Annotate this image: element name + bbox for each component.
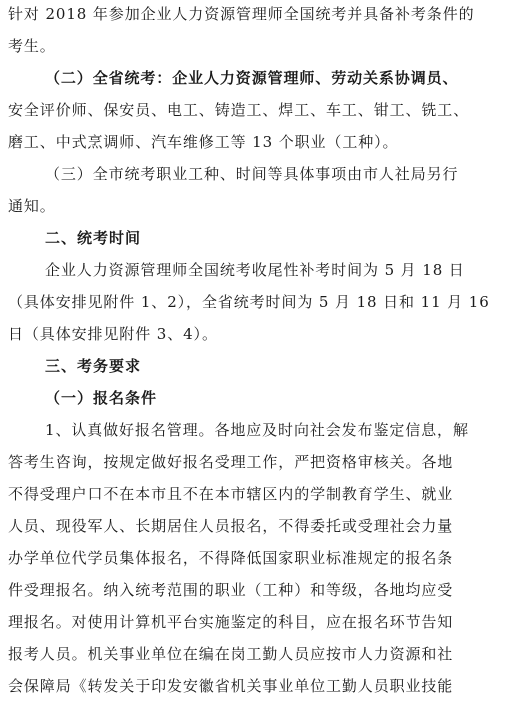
paragraph-line: 通知。 — [8, 197, 56, 215]
paragraph-line: 磨工、中式烹调师、汽车维修工等 13 个职业（工种）。 — [8, 133, 399, 151]
paragraph-line: 1、认真做好报名管理。各地应及时向社会发布鉴定信息，解 — [45, 421, 469, 439]
paragraph-line: 理报名。对使用计算机平台实施鉴定的科目，应在报名环节告知 — [8, 613, 454, 631]
paragraph-line: 答考生咨询，按规定做好报名受理工作，严把资格审核关。各地 — [8, 453, 454, 471]
paragraph-line: 考生。 — [8, 37, 56, 55]
paragraph-line: 针对 2018 年参加企业人力资源管理师全国统考并具备补考条件的 — [8, 5, 475, 23]
paragraph-line: 办学单位代学员集体报名，不得降低国家职业标准规定的报名条 — [8, 549, 454, 567]
section-item-2: （二）全省统考：企业人力资源管理师、劳动关系协调员、 — [45, 69, 459, 87]
paragraph-line: （具体安排见附件 1、2），全省统考时间为 5 月 18 日和 11 月 16 — [8, 293, 490, 311]
paragraph-line: 日（具体安排见附件 3、4）。 — [8, 325, 218, 343]
section-heading-exam-time: 二、统考时间 — [45, 229, 142, 247]
paragraph-line: 会保障局《转发关于印发安徽省机关事业单位工勤人员职业技能 — [8, 677, 454, 695]
paragraph-line: 人员、现役军人、长期居住人员报名，不得委托或受理社会力量 — [8, 517, 454, 535]
paragraph-line: 不得受理户口不在本市且不在本市辖区内的学制教育学生、就业 — [8, 485, 454, 503]
section-item-3: （三）全市统考职业工种、时间等具体事项由市人社局另行 — [45, 165, 459, 183]
section-heading-exam-requirements: 三、考务要求 — [45, 357, 142, 375]
subsection-heading-registration: （一）报名条件 — [45, 389, 158, 407]
paragraph-line: 安全评价师、保安员、电工、铸造工、焊工、车工、钳工、铣工、 — [8, 101, 470, 119]
paragraph-line: 企业人力资源管理师全国统考收尾性补考时间为 5 月 18 日 — [45, 261, 465, 279]
paragraph-line: 报考人员。机关事业单位在编在岗工勤人员应按市人力资源和社 — [8, 645, 454, 663]
paragraph-line: 件受理报名。纳入统考范围的职业（工种）和等级，各地均应受 — [8, 581, 454, 599]
